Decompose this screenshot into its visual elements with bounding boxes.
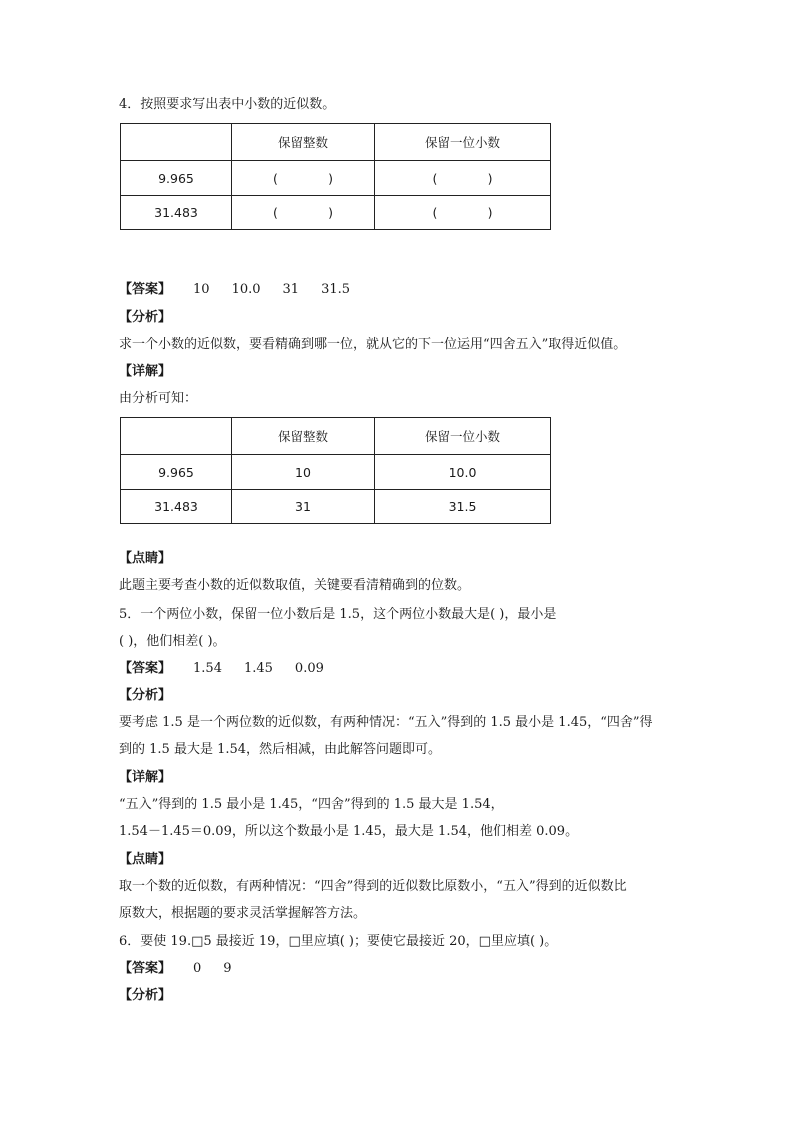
q5-stem-line2: ( )，他们相差( )。 (119, 634, 226, 649)
table-cell-value: 10 (232, 455, 375, 490)
q5-answer (119, 659, 324, 679)
table-cell-number: 9.965 (121, 455, 232, 490)
answer-label: 【答案】 (119, 961, 172, 976)
q4-stem: 4．按照要求写出表中小数的近似数。 (119, 97, 336, 112)
q5-detail-line2: 1.54－1.45＝0.09，所以这个数最小是 1.45，最大是 1.54，他们相差 0.09。 (119, 824, 579, 839)
answer-value: 1.54 (193, 661, 222, 676)
table-row (121, 161, 551, 196)
table-cell (121, 124, 232, 161)
table-row (121, 490, 551, 524)
q5-stem-line1: 5．一个两位小数，保留一位小数后是 1.5，这个两位小数最大是( )，最小是 (119, 607, 557, 622)
answer-label: 【答案】 (119, 661, 172, 676)
q4-comment: 此题主要考查小数的近似数取值，关键要看清精确到的位数。 (119, 578, 471, 593)
q4-result-table (120, 417, 551, 524)
answer-blank[interactable]: ( ) (232, 196, 375, 230)
answer-blank[interactable]: ( ) (375, 161, 551, 196)
q4-blank-table (120, 123, 551, 230)
table-header-row (121, 418, 551, 455)
q4-analysis: 求一个小数的近似数，要看精确到哪一位，就从它的下一位运用“四舍五入”取得近似值。 (119, 337, 627, 352)
table-header-one-decimal: 保留一位小数 (375, 124, 551, 161)
q4-comment-label: 【点睛】 (119, 551, 172, 566)
q4-detail-label: 【详解】 (119, 364, 172, 379)
q6-stem: 6．要使 19.□5 最接近 19，□里应填( )；要使它最接近 20，□里应填( )。 (119, 934, 558, 949)
answer-value: 0 (193, 961, 202, 976)
answer-value: 1.45 (243, 661, 273, 676)
q6-answer (119, 959, 232, 979)
table-header-row (121, 124, 551, 161)
q4-analysis-label: 【分析】 (119, 310, 172, 325)
table-cell-number: 31.483 (121, 196, 232, 230)
table-cell-number: 31.483 (121, 490, 232, 524)
q5-detail-line1: “五入”得到的 1.5 最小是 1.45，“四舍”得到的 1.5 最大是 1.54， (119, 797, 504, 812)
table-cell-value: 10.0 (375, 455, 551, 490)
table-cell (121, 418, 232, 455)
table-header-integer: 保留整数 (232, 418, 375, 455)
q5-detail-label: 【详解】 (119, 770, 172, 785)
q5-analysis-label: 【分析】 (119, 688, 172, 703)
q5-analysis-line2: 到的 1.5 最大是 1.54，然后相减，由此解答问题即可。 (119, 742, 442, 757)
answer-value: 31 (282, 282, 300, 297)
table-cell-value: 31.5 (375, 490, 551, 524)
answer-value: 10.0 (231, 282, 261, 297)
answer-value: 0.09 (294, 661, 324, 676)
answer-blank[interactable]: ( ) (375, 196, 551, 230)
q6-analysis-label: 【分析】 (119, 988, 172, 1003)
answer-blank[interactable]: ( ) (232, 161, 375, 196)
table-row (121, 455, 551, 490)
answer-value: 31.5 (321, 282, 351, 297)
table-header-integer: 保留整数 (232, 124, 375, 161)
table-cell-value: 31 (232, 490, 375, 524)
q4-detail-intro: 由分析可知： (119, 391, 198, 406)
table-row (121, 196, 551, 230)
answer-value: 9 (223, 961, 232, 976)
table-cell-number: 9.965 (121, 161, 232, 196)
q5-analysis-line1: 要考虑 1.5 是一个两位数的近似数，有两种情况：“五入”得到的 1.5 最小是 1.45，“四舍”得 (119, 715, 653, 730)
answer-value: 10 (193, 282, 210, 297)
answer-label: 【答案】 (119, 282, 172, 297)
q5-comment-label: 【点睛】 (119, 852, 172, 867)
table-header-one-decimal: 保留一位小数 (375, 418, 551, 455)
q5-comment-line2: 原数大，根据题的要求灵活掌握解答方法。 (119, 906, 367, 921)
q4-answer (119, 280, 350, 300)
q5-comment-line1: 取一个数的近似数，有两种情况：“四舍”得到的近似数比原数小，“五入”得到的近似数比 (119, 879, 627, 894)
